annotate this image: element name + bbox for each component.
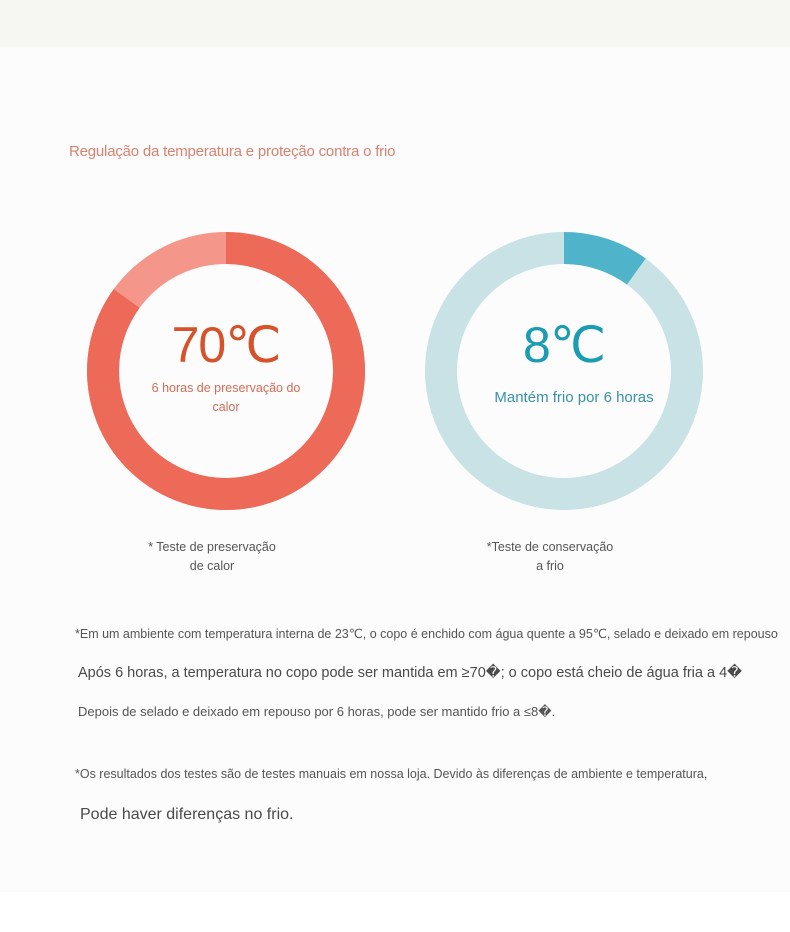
cold-result-note: Depois de selado e deixado em repouso por 6 horas, pode ser mantido frio a ≤8�.	[78, 704, 556, 719]
cold-footnote-line-1: *Teste de conservação	[486, 540, 614, 554]
bottom-band	[0, 892, 790, 932]
disclaimer-note: *Os resultados dos testes são de testes manuais em nossa loja. Devido às diferenças de ambiente e temperatura,	[75, 767, 708, 781]
top-band	[0, 0, 790, 47]
heat-preservation-gauge	[86, 231, 366, 511]
heat-temperature-value: 70℃	[171, 317, 281, 373]
section-title: Regulação da temperatura e proteção contra o frio	[69, 143, 396, 160]
cold-footnote-line-2: a frio	[536, 559, 564, 573]
disclaimer-note-end: Pode haver diferenças no frio.	[80, 806, 294, 823]
heat-footnote-line-1: * Teste de preservação	[148, 540, 276, 554]
cold-gauge-caption: Mantém frio por 6 horas	[494, 389, 654, 406]
heat-test-footnote	[126, 538, 298, 576]
cold-temperature-value: 8℃	[523, 317, 605, 373]
test-result-note: Após 6 horas, a temperatura no copo pode ser mantida em ≥70�; o copo está cheio de água fria a 4�	[78, 665, 743, 681]
heat-gauge-caption: 6 horas de preservação do calor	[151, 381, 301, 414]
cold-preservation-gauge	[424, 231, 704, 511]
test-condition-note: *Em um ambiente com temperatura interna de 23℃, o copo é enchido com água quente a 95℃, selado e deixado em repouso	[75, 627, 778, 641]
cold-test-footnote	[464, 538, 636, 576]
heat-footnote-line-2: de calor	[189, 559, 235, 573]
